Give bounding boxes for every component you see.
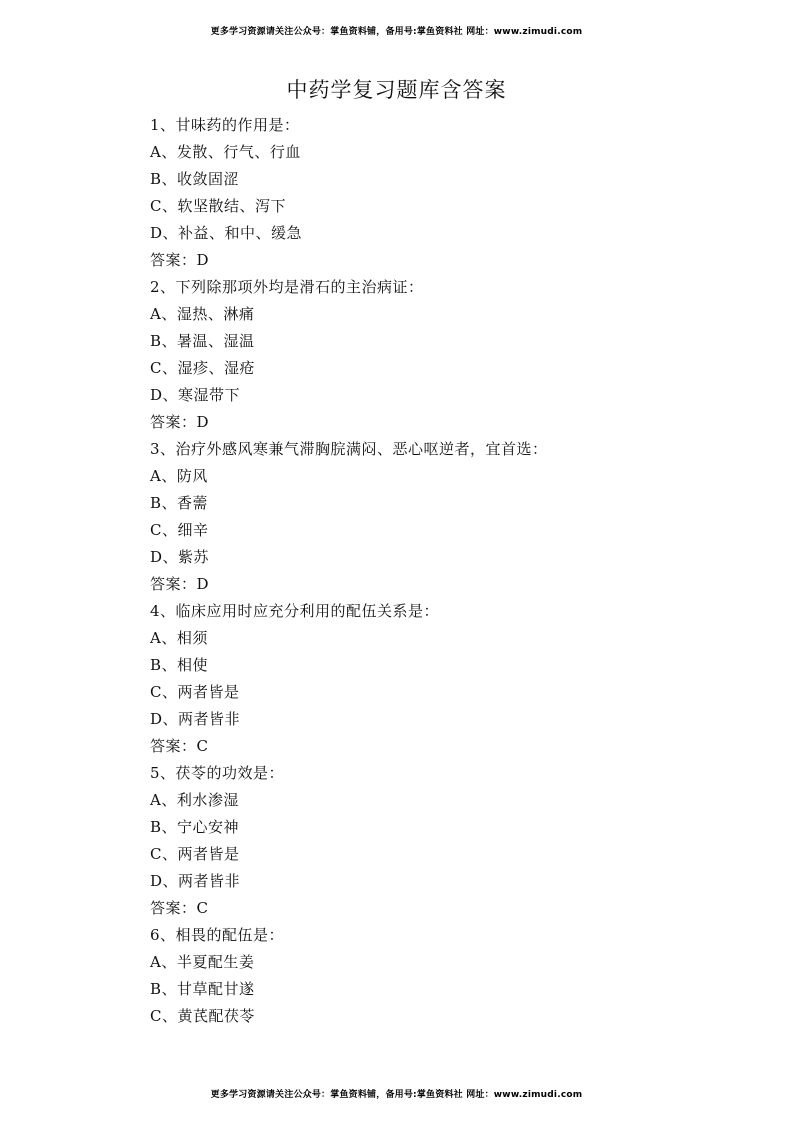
document-title: 中药学复习题库含答案 bbox=[286, 78, 507, 102]
option-d: D、紫苏 bbox=[150, 548, 210, 566]
option-b: B、收敛固涩 bbox=[150, 170, 240, 188]
option-a: A、防风 bbox=[150, 467, 208, 485]
option-b: B、暑温、湿温 bbox=[150, 332, 255, 350]
answer: 答案：D bbox=[150, 413, 210, 431]
page-header: 更多学习资源请关注公众号：掌鱼资料铺，备用号:掌鱼资料社 网址：www.zimudi.com bbox=[210, 27, 583, 37]
option-d: D、两者皆非 bbox=[150, 872, 241, 890]
option-a: A、湿热、淋痛 bbox=[150, 305, 255, 323]
option-c: C、软坚散结、泻下 bbox=[150, 197, 286, 215]
question-stem: 2、下列除那项外均是滑石的主治病证： bbox=[150, 278, 424, 296]
question-block bbox=[150, 112, 750, 274]
question-stem: 1、甘味药的作用是： bbox=[150, 116, 300, 134]
option-d: D、补益、和中、缓急 bbox=[150, 224, 303, 242]
question-stem: 4、临床应用时应充分利用的配伍关系是： bbox=[150, 602, 440, 620]
option-c: C、细辛 bbox=[150, 521, 209, 539]
question-block bbox=[150, 760, 750, 922]
answer: 答案：C bbox=[150, 737, 209, 755]
option-c: C、湿疹、湿疮 bbox=[150, 359, 255, 377]
answer: 答案：D bbox=[150, 251, 210, 269]
option-d: D、寒湿带下 bbox=[150, 386, 241, 404]
question-block bbox=[150, 436, 750, 598]
page-footer: 更多学习资源请关注公众号：掌鱼资料铺，备用号:掌鱼资料社 网址：www.zimudi.com bbox=[210, 1090, 583, 1100]
question-block bbox=[150, 274, 750, 436]
question-block bbox=[150, 598, 750, 760]
option-a: A、相须 bbox=[150, 629, 208, 647]
question-stem: 6、相畏的配伍是： bbox=[150, 926, 285, 944]
option-a: A、半夏配生姜 bbox=[150, 953, 255, 971]
question-stem: 5、茯苓的功效是： bbox=[150, 764, 285, 782]
option-b: B、宁心安神 bbox=[150, 818, 240, 836]
answer: 答案：C bbox=[150, 899, 209, 917]
question-list bbox=[150, 112, 750, 1030]
option-b: B、香薷 bbox=[150, 494, 209, 512]
option-a: A、发散、行气、行血 bbox=[150, 143, 301, 161]
answer: 答案：D bbox=[150, 575, 210, 593]
option-c: C、黄芪配茯苓 bbox=[150, 1007, 255, 1025]
question-block bbox=[150, 922, 750, 1030]
option-c: C、两者皆是 bbox=[150, 845, 240, 863]
question-stem: 3、治疗外感风寒兼气滞胸脘满闷、恶心呕逆者，宜首选： bbox=[150, 440, 548, 458]
option-b: B、甘草配甘遂 bbox=[150, 980, 255, 998]
option-d: D、两者皆非 bbox=[150, 710, 241, 728]
option-c: C、两者皆是 bbox=[150, 683, 240, 701]
option-b: B、相使 bbox=[150, 656, 209, 674]
option-a: A、利水渗湿 bbox=[150, 791, 239, 809]
